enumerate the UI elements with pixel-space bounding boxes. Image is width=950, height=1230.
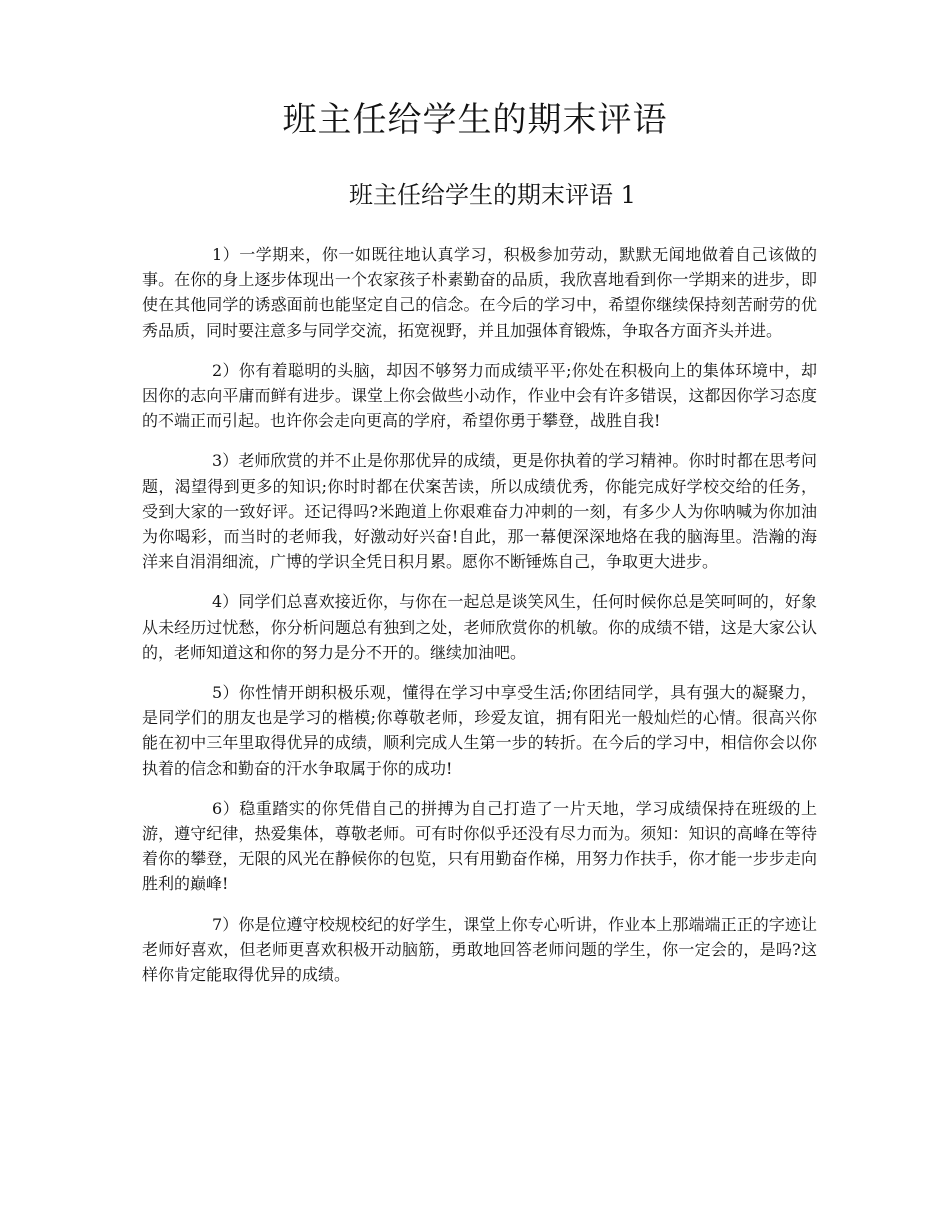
comment-paragraph-4: 4）同学们总喜欢接近你，与你在一起总是谈笑风生，任何时候你总是笑呵呵的，好象从未经历过忧愁，你分析问题总有独到之处，老师欣赏你的机敏。你的成绩不错，这是大家公认的，老师知道这和你的努力是分不开的。继续加油吧。 [142, 592, 817, 662]
comment-paragraph-1: 1）一学期来，你一如既往地认真学习，积极参加劳动，默默无闻地做着自己该做的事。在你的身上逐步体现出一个农家孩子朴素勤奋的品质，我欣喜地看到你一学期来的进步，即使在其他同学的诱惑面前也能坚定自己的信念。在今后的学习中，希望你继续保持刻苦耐劳的优秀品质，同时要注意多与同学交流，拓宽视野，并且加强体育锻炼，争取各方面齐头并进。 [142, 245, 817, 340]
document-title: 班主任给学生的期末评语 [282, 100, 668, 140]
comment-paragraph-2: 2）你有着聪明的头脑，却因不够努力而成绩平平;你处在积极向上的集体环境中，却因你的志向平庸而鲜有进步。课堂上你会做些小动作，作业中会有许多错误，这都因你学习态度的不端正而引起。也许你会走向更高的学府，希望你勇于攀登，战胜自我! [142, 360, 817, 431]
comment-paragraph-3: 3）老师欣赏的并不止是你那优异的成绩，更是你执着的学习精神。你时时都在思考问题，渴望得到更多的知识;你时时都在伏案苦读，所以成绩优秀，你能完成好学校交给的任务，受到大家的一致好评。还记得吗?米跑道上你艰难奋力冲刺的一刻，有多少人为你呐喊为你加油为你喝彩，而当时的老师我，好激动好兴奋!自此，那一幕便深深地烙在我的脑海里。浩瀚的海洋来自涓涓细流，广博的学识全凭日积月累。愿你不断锤炼自己，争取更大进步。 [142, 451, 817, 572]
comment-paragraph-7: 7）你是位遵守校规校纪的好学生，课堂上你专心听讲，作业本上那端端正正的字迹让老师好喜欢，但老师更喜欢积极开动脑筋，勇敢地回答老师问题的学生，你一定会的，是吗?这样你肯定能取得优异的成绩。 [142, 914, 817, 985]
comment-paragraph-6: 6）稳重踏实的你凭借自己的拼搏为自己打造了一片天地，学习成绩保持在班级的上游，遵守纪律，热爱集体，尊敬老师。可有时你似乎还没有尽力而为。须知：知识的高峰在等待着你的攀登，无限的风光在静候你的包览，只有用勤奋作梯，用努力作扶手，你才能一步步走向胜利的巅峰! [142, 798, 817, 894]
section-title: 班主任给学生的期末评语 1 [349, 181, 636, 209]
comment-paragraph-5: 5）你性情开朗积极乐观，懂得在学习中享受生活;你团结同学，具有强大的凝聚力，是同学们的朋友也是学习的楷模;你尊敬老师，珍爱友谊，拥有阳光一般灿烂的心情。很高兴你能在初中三年里取得优异的成绩，顺利完成人生第一步的转折。在今后的学习中，相信你会以你执着的信念和勤奋的汗水争取属于你的成功! [142, 683, 817, 778]
document-body [142, 242, 817, 1002]
